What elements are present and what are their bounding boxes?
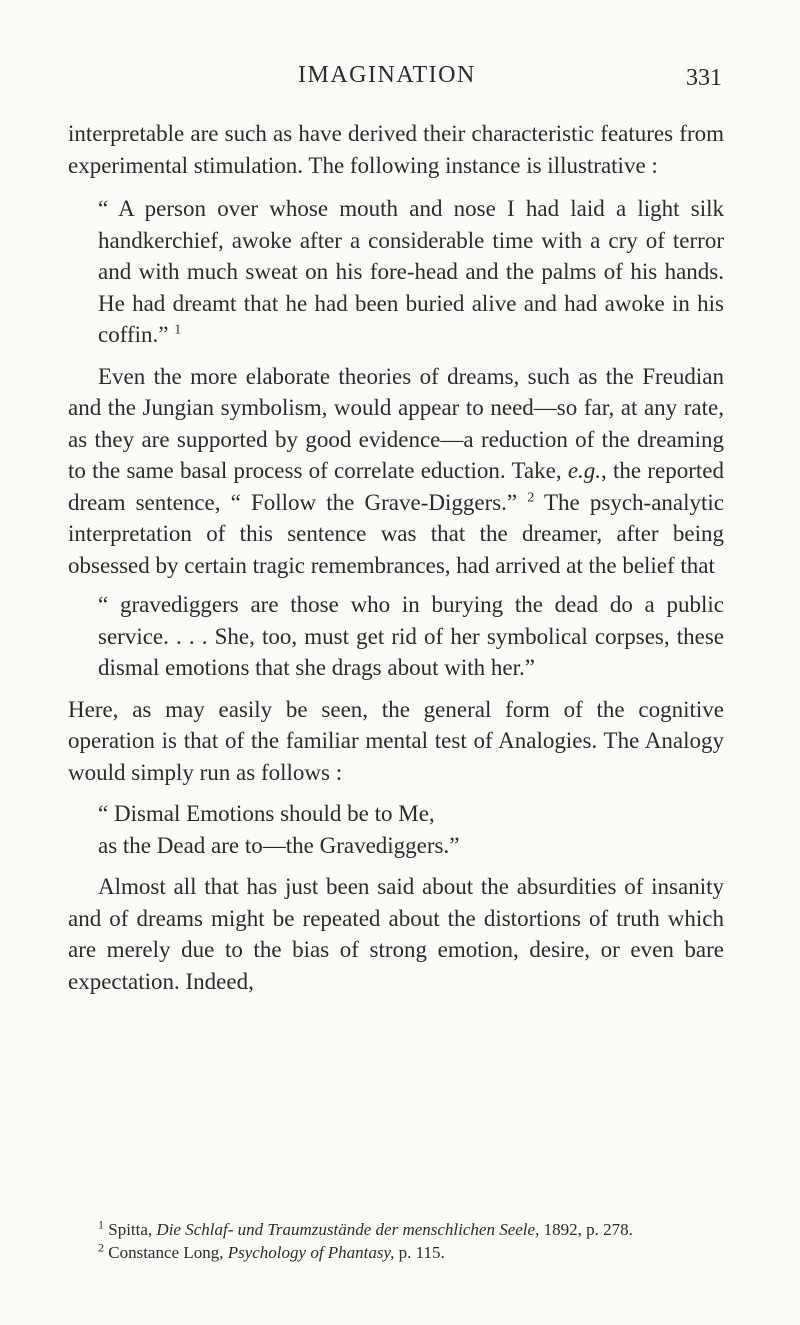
block-quote-3-line-1: “ Dismal Emotions should be to Me, — [98, 801, 435, 826]
footnote-1 — [68, 1218, 724, 1241]
running-head: IMAGINATION — [298, 62, 476, 88]
footnote-2-title: Psychology of Phantasy, — [227, 1243, 395, 1262]
paragraph-3: Here, as may easily be seen, the general form of the cognitive operation is that of the familiar mental test of Analogies. The Analogy would simply run as follows : — [68, 696, 724, 785]
block-quote-3-line-2: as the Dead are to—the Gravediggers.” — [98, 832, 460, 858]
block-quote-1-text: “ A person over whose mouth and nose I had laid a light silk handkerchief, awoke after a considerable time with a cry of terror and with much sweat on his fore-head and the palms of his hands. He had dreamt that he had been buried alive and had awoke in his coffin.” — [98, 196, 724, 347]
footnote-2-rest: p. 115. — [398, 1243, 445, 1262]
paragraph-1: interpretable are such as have derived their characteristic features from experimental stimulation. The following instance is illustrative : — [68, 121, 724, 178]
block-quote-2: “ gravediggers are those who in burying the dead do a public service. . . . She, too, must get rid of her symbolical corpses, these dismal emotions that she drags about with her.” — [98, 592, 724, 680]
footnote-1-author: Spitta, — [108, 1220, 153, 1239]
footnotes — [68, 1218, 724, 1264]
paragraph-2-part-a: Even the more elaborate theories of dreams, such as the Freudian and the Jungian symbolism, would appear to need—so far, at any rate, as they are supported by good evidence—a reduction of the dreaming to the same basal process of correlate eduction. Take, — [68, 363, 724, 483]
footnote-2-author: Constance Long, — [108, 1243, 224, 1262]
body-text — [68, 118, 724, 997]
paragraph-4: Almost all that has just been said about the absurdities of insanity and of dreams might be repeated about the distortions of truth which are merely due to the bias of strong emotion, desire, or even bare expectation. Indeed, — [68, 874, 724, 994]
footnote-2 — [68, 1241, 724, 1264]
block-quote-1 — [98, 181, 724, 361]
paragraph-2-part-b: , the reported dream sentence, “ Follow the Grave-Diggers.” — [68, 458, 724, 515]
footnote-ref-1: 1 — [174, 322, 182, 338]
block-quote-3 — [98, 788, 724, 871]
footnote-1-title: Die Schlaf- und Traumzustände der menschlichen Seele, — [156, 1220, 540, 1239]
footnote-ref-2: 2 — [527, 489, 535, 505]
page-header — [0, 62, 800, 102]
footnote-1-mark: 1 — [98, 1217, 104, 1232]
paragraph-2-eg: e.g. — [567, 458, 602, 483]
page-number: 331 — [686, 65, 722, 91]
paragraph-2 — [68, 361, 724, 582]
footnote-1-rest: 1892, p. 278. — [543, 1220, 633, 1239]
footnote-2-mark: 2 — [98, 1240, 104, 1255]
paragraph-2-part-c: The psych-analytic interpretation of this sentence was that the dreamer, after being obsessed by certain tragic remembrances, had arrived at the belief that — [68, 489, 724, 578]
